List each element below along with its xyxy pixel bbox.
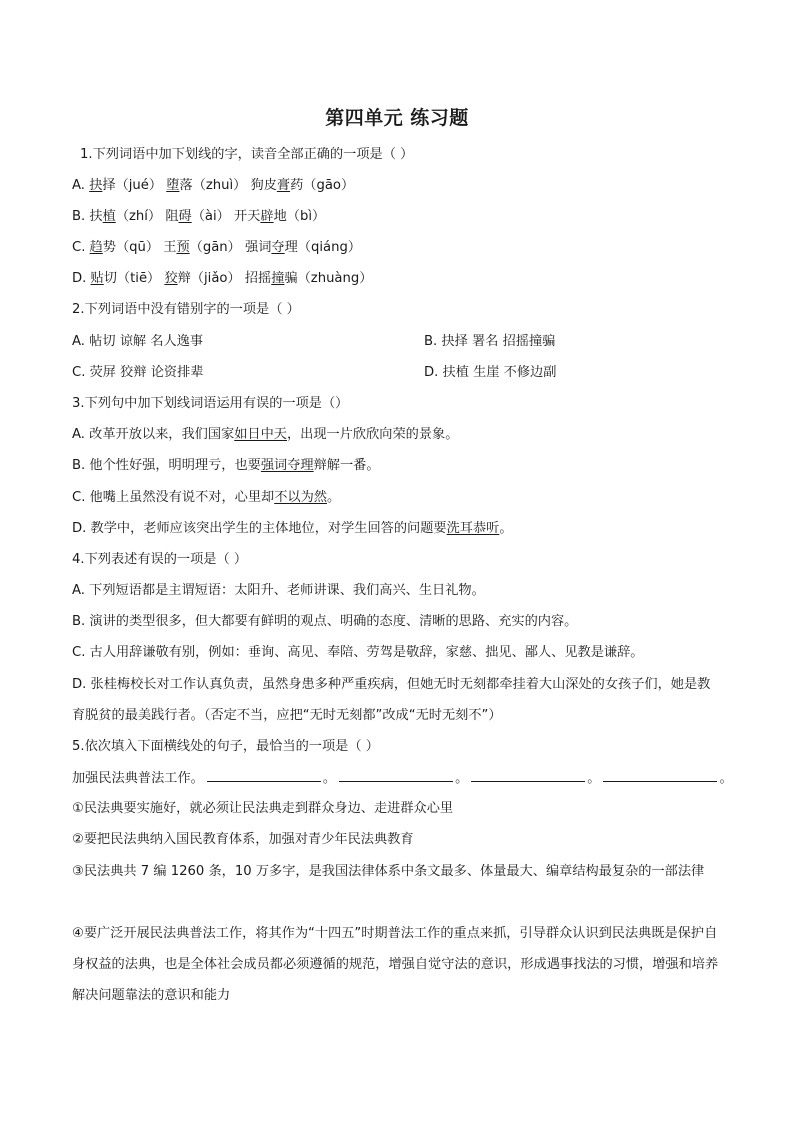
question-2-row-1 bbox=[72, 332, 722, 352]
question-1-option-c: C. 趋势（qū） 王预（gān） 强词夺理（qiáng） bbox=[72, 240, 362, 255]
question-4-option-d: D. 张桂梅校长对工作认真负责，虽然身患多种严重疾病，但她无时无刻都牵挂着大山深处的女孩子们，她是教育脱贫的最美践行者。（否定不当，应把“无时无刻都”改成“无时无刻不”） bbox=[72, 677, 711, 723]
fill-blank-3[interactable] bbox=[471, 768, 585, 782]
underlined-phrase: 如日中天 bbox=[234, 427, 287, 442]
question-2-stem: 2.下列词语中没有错别字的一项是（ ） bbox=[72, 302, 300, 317]
question-4-option-a: A. 下列短语都是主谓短语：太阳升、老师讲课、我们高兴、生日礼物。 bbox=[72, 583, 485, 598]
underlined-char: 趋 bbox=[89, 240, 103, 255]
question-2-option-c: C. 荧屏 狡辩 论资排辈 bbox=[72, 365, 204, 380]
underlined-char: 预 bbox=[176, 240, 190, 255]
question-2-option-d: D. 扶植 生崖 不修边副 bbox=[424, 365, 557, 380]
question-1-stem: 1.下列词语中加下划线的字，读音全部正确的一项是（ ） bbox=[80, 147, 414, 162]
question-1-option-d: D. 贴切（tiē） 狡辩（jiǎo） 招摇撞骗（zhuàng） bbox=[72, 271, 373, 286]
question-5-stem: 5.依次填入下面横线处的句子，最恰当的一项是（ ） bbox=[72, 739, 379, 754]
underlined-phrase: 强词夺理 bbox=[260, 458, 314, 473]
underlined-char: 撞 bbox=[271, 271, 285, 286]
underlined-phrase: 洗耳恭听 bbox=[446, 521, 500, 536]
underlined-char: 狡 bbox=[164, 271, 178, 286]
question-3-option-c: C. 他嘴上虽然没有说不对，心里却不以为然。 bbox=[72, 490, 341, 505]
question-3-option-a: A. 改革开放以来，我们国家如日中天，出现一片欣欣向荣的景象。 bbox=[72, 427, 459, 442]
fill-blank-1[interactable] bbox=[207, 768, 321, 782]
question-4-option-c: C. 古人用辞谦敬有别，例如：垂询、高见、奉陪、劳驾是敬辞，家慈、拙见、鄙人、见教是谦辞。 bbox=[72, 645, 644, 660]
page-title: 第四单元 练习题 bbox=[325, 107, 469, 129]
underlined-phrase: 不以为然 bbox=[274, 490, 327, 505]
question-2-option-a: A. 帖切 谅解 名人逸事 bbox=[72, 334, 204, 349]
underlined-char: 贴 bbox=[90, 271, 104, 286]
question-2-row-2 bbox=[72, 363, 722, 383]
underlined-char: 夺 bbox=[271, 240, 285, 255]
question-1-option-a: A. 抉择（jué） 堕落（zhuì） 狗皮膏药（gāo） bbox=[72, 178, 355, 193]
underlined-char: 辟 bbox=[260, 209, 274, 224]
underlined-char: 植 bbox=[102, 209, 116, 224]
question-3-stem: 3.下列句中加下划线词语运用有误的一项是（） bbox=[72, 396, 349, 411]
question-5-sentence-1: ①民法典要实施好，就必须让民法典走到群众身边、走进群众心里 bbox=[72, 801, 454, 816]
question-5-sentence-3: ③民法典共 7 编 1260 条，10 万多字，是我国法律体系中条文最多、体量最大、编章结构最复杂的一部法律 bbox=[72, 864, 705, 879]
underlined-char: 碍 bbox=[178, 209, 192, 224]
question-5-lead: 加强民法典普法工作。 。 。 。 。 bbox=[72, 768, 722, 789]
underlined-char: 抉 bbox=[89, 178, 103, 193]
fill-blank-2[interactable] bbox=[339, 768, 453, 782]
question-3-option-d: D. 教学中，老师应该突出学生的主体地位，对学生回答的问题要洗耳恭听。 bbox=[72, 521, 513, 536]
question-1-option-b: B. 扶植（zhí） 阻碍（ài） 开天辟地（bì） bbox=[72, 209, 326, 224]
underlined-char: 膏 bbox=[276, 178, 291, 193]
question-4-option-b: B. 演讲的类型很多，但大都要有鲜明的观点、明确的态度、清晰的思路、充实的内容。 bbox=[72, 614, 578, 629]
underlined-char: 堕 bbox=[166, 178, 180, 193]
question-4-stem: 4.下列表述有误的一项是（ ） bbox=[72, 552, 248, 567]
question-5-sentence-2: ②要把民法典纳入国民教育体系，加强对青少年民法典教育 bbox=[72, 832, 414, 847]
question-2-option-b: B. 抉择 署名 招摇撞骗 bbox=[424, 334, 556, 349]
fill-blank-4[interactable] bbox=[603, 768, 717, 782]
question-5-sentence-4: ④要广泛开展民法典普法工作，将其作为“十四五”时期普法工作的重点来抓，引导群众认识到民法典既是保护自身权益的法典，也是全体社会成员都必须遵循的规范，增强自觉守法的意识，形成遇事找法的习惯，增强和培养解决问题靠法的意识和能力 bbox=[72, 926, 719, 1003]
question-3-option-b: B. 他个性好强，明明理亏，也要强词夺理辩解一番。 bbox=[72, 458, 380, 473]
